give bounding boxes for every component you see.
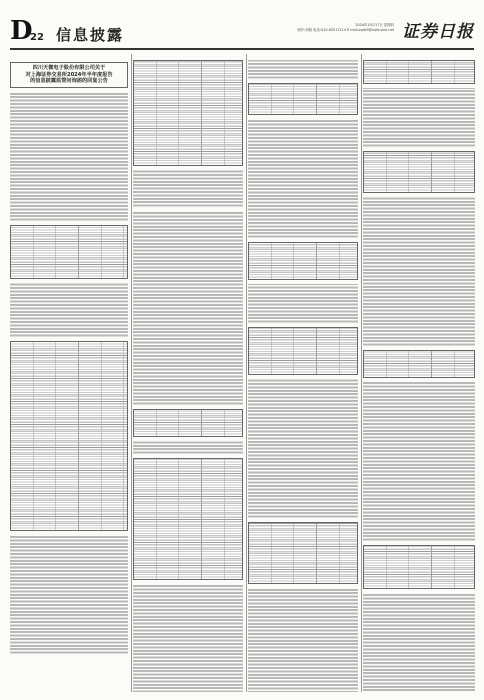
date-line: 2024年10月17日 星期四 xyxy=(355,23,394,27)
section-title: 信息披露 xyxy=(56,26,125,44)
data-table xyxy=(363,545,475,589)
text-block xyxy=(133,441,243,455)
text-block xyxy=(10,283,128,338)
data-table xyxy=(10,225,128,279)
masthead xyxy=(10,14,474,50)
data-table xyxy=(363,60,475,84)
text-block xyxy=(248,284,358,324)
section-letter: D xyxy=(10,16,33,46)
column-divider xyxy=(131,54,132,692)
column-divider xyxy=(361,54,362,692)
text-block xyxy=(133,170,243,208)
text-block xyxy=(363,197,475,347)
data-table xyxy=(248,83,358,115)
section-number: 22 xyxy=(30,32,44,43)
column-2 xyxy=(133,54,243,692)
column-divider xyxy=(246,54,247,692)
article-title-line-1: 四川天微电子股份有限公司关于 xyxy=(32,65,106,71)
data-table xyxy=(10,341,128,531)
text-block xyxy=(133,211,243,406)
data-table xyxy=(248,327,358,375)
data-table xyxy=(248,522,358,584)
text-block xyxy=(10,92,128,222)
data-table xyxy=(133,60,243,166)
text-block xyxy=(133,584,243,692)
data-table xyxy=(133,409,243,437)
article-title-line-2: 对上海证券交易所2024年半年度报告 xyxy=(25,71,113,78)
data-table xyxy=(248,242,358,280)
text-block xyxy=(10,535,128,655)
contact-line: 制作:刘晓 电话:010-63071114 E-mail:zqrb9@zqrb.sina.net xyxy=(297,28,394,32)
text-block xyxy=(248,119,358,239)
data-table xyxy=(363,350,475,378)
text-block xyxy=(248,588,358,692)
text-block xyxy=(248,379,358,519)
data-table xyxy=(133,458,243,580)
brand-logo: 证券日报 xyxy=(402,22,474,42)
text-block xyxy=(363,382,475,542)
column-3 xyxy=(248,54,358,692)
text-block xyxy=(248,60,358,80)
article-headline-box xyxy=(10,62,128,88)
header-info xyxy=(264,23,394,33)
text-block xyxy=(363,88,475,148)
column-4 xyxy=(363,54,475,692)
data-table xyxy=(363,151,475,193)
column-1 xyxy=(10,54,128,692)
article-title-line-3: 的信息披露监管问询函的回复公告 xyxy=(30,78,108,84)
text-block xyxy=(363,593,475,692)
